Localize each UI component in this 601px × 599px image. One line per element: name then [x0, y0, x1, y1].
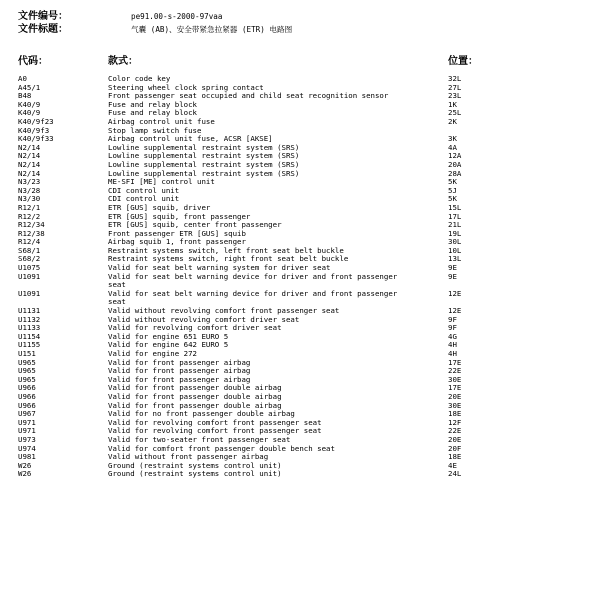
- row-description: Ground (restraint systems control unit): [108, 460, 282, 470]
- header-code: 代码：: [18, 56, 48, 67]
- row-code: N3/30: [18, 194, 41, 204]
- row-code: R12/1: [18, 202, 41, 212]
- row-position: 1K: [448, 99, 457, 109]
- doc-number-value: pe91.00-s-2000-97vaa: [131, 12, 223, 21]
- row-position: 17E: [448, 357, 462, 367]
- row-description: Valid without revolving comfort front passenger seat: [108, 306, 340, 316]
- row-code: U1154: [18, 331, 41, 341]
- row-description: Restraint systems switch, right front seat belt buckle: [108, 254, 349, 264]
- table-row: [18, 221, 588, 230]
- table-row: [18, 316, 588, 325]
- row-description: ME-SFI [ME] control unit: [108, 177, 215, 187]
- row-position: 19L: [448, 228, 462, 238]
- row-description: Valid for engine 272: [108, 349, 197, 358]
- row-code: A45/1: [18, 82, 41, 92]
- doc-title-row: [18, 24, 578, 36]
- row-description: Valid for front passenger double airbag: [108, 391, 282, 401]
- table-row: [18, 118, 588, 127]
- table-row: [18, 152, 588, 161]
- row-description: Valid for seat belt warning system for driver seat: [108, 263, 331, 273]
- row-description: ETR [GUS] squib, driver: [108, 202, 211, 212]
- row-description: Lowline supplemental restraint system (SRS): [108, 168, 300, 178]
- row-code: U971: [18, 417, 36, 427]
- row-description: Valid for revolving comfort front passenger seat: [108, 426, 322, 436]
- row-position: 5K: [448, 194, 457, 204]
- table-row: [18, 101, 588, 110]
- row-code: U971: [18, 426, 36, 436]
- table-row: [18, 445, 588, 454]
- header-description: 款式：: [108, 56, 138, 67]
- row-position: 30E: [448, 374, 462, 384]
- row-code: U965: [18, 374, 36, 384]
- row-position: 9E: [448, 271, 457, 281]
- row-description: Airbag control unit fuse: [108, 116, 215, 126]
- row-description: Steering wheel clock spring contact: [108, 82, 264, 92]
- doc-number-label: 文件编号：: [18, 11, 68, 22]
- row-code: U965: [18, 357, 36, 367]
- table-row: [18, 178, 588, 187]
- row-code: B48: [18, 91, 32, 101]
- row-description: Valid for seat belt warning device for driver and front passenger seat: [108, 288, 398, 307]
- table-row: [18, 393, 588, 402]
- row-code: U1091: [18, 271, 41, 281]
- row-position: 22E: [448, 366, 462, 376]
- row-code: U1133: [18, 323, 41, 333]
- table-row: [18, 367, 588, 376]
- row-code: W26: [18, 460, 32, 470]
- row-description: Valid for no front passenger double airbag: [108, 409, 295, 419]
- row-position: 3K: [448, 134, 457, 144]
- row-code: U1091: [18, 288, 41, 298]
- row-description: Valid for two-seater front passenger seat: [108, 434, 291, 444]
- row-position: 25L: [448, 108, 462, 118]
- row-code: K40/9f23: [18, 116, 54, 126]
- table-row: [18, 341, 588, 350]
- row-description: Airbag squib 1, front passenger: [108, 237, 246, 247]
- table-row: [18, 230, 588, 239]
- header-position: 位置：: [448, 56, 478, 67]
- table-row: [18, 135, 588, 144]
- row-description: Airbag control unit fuse, ACSR [AKSE]: [108, 134, 273, 144]
- row-code: U974: [18, 443, 36, 453]
- row-description: Lowline supplemental restraint system (SRS): [108, 142, 300, 152]
- row-description: Valid for front passenger double airbag: [108, 400, 282, 410]
- row-position: 4H: [448, 340, 457, 350]
- row-code: K40/9: [18, 108, 41, 118]
- row-position: 22E: [448, 426, 462, 436]
- row-position: 9E: [448, 263, 457, 273]
- row-code: K40/9: [18, 99, 41, 109]
- row-code: U981: [18, 452, 36, 462]
- row-description: Valid without revolving comfort driver seat: [108, 314, 300, 324]
- row-position: 5K: [448, 177, 457, 187]
- table-row: [18, 333, 588, 342]
- row-code: U967: [18, 409, 36, 419]
- row-code: U151: [18, 349, 36, 358]
- row-position: 2K: [448, 116, 457, 126]
- row-code: K40/9f33: [18, 134, 54, 144]
- row-description: Valid for comfort front passenger double bench seat: [108, 443, 335, 453]
- row-description: Valid for engine 642 EURO 5: [108, 340, 229, 350]
- row-position: 30E: [448, 400, 462, 410]
- row-position: 18E: [448, 452, 462, 462]
- row-description: CDI control unit: [108, 194, 180, 204]
- row-code: U973: [18, 434, 36, 444]
- table-row: [18, 161, 588, 170]
- row-position: 18E: [448, 409, 462, 419]
- table-row: [18, 144, 588, 153]
- row-position: 24L: [448, 469, 462, 479]
- row-position: 12A: [448, 151, 462, 161]
- table-row: [18, 402, 588, 411]
- row-description: Fuse and relay block: [108, 108, 197, 118]
- table-row: [18, 384, 588, 393]
- row-code: U966: [18, 391, 36, 401]
- row-position: 23L: [448, 91, 462, 101]
- row-position: 20F: [448, 443, 462, 453]
- row-position: 12E: [448, 288, 462, 298]
- row-description: Valid for revolving comfort front passenger seat: [108, 417, 322, 427]
- row-code: U1131: [18, 306, 41, 316]
- row-code: N2/14: [18, 151, 41, 161]
- row-position: 12E: [448, 306, 462, 316]
- row-code: U1132: [18, 314, 41, 324]
- doc-number-row: [18, 11, 578, 23]
- table-row: [18, 213, 588, 222]
- row-position: 17E: [448, 383, 462, 393]
- table-row: [18, 427, 588, 436]
- table-row: [18, 453, 588, 462]
- row-description: Ground (restraint systems control unit): [108, 469, 282, 479]
- table-row: [18, 127, 588, 136]
- row-code: K40/9f3: [18, 125, 50, 135]
- row-position: 9F: [448, 314, 457, 324]
- row-code: U1155: [18, 340, 41, 350]
- row-position: 20E: [448, 391, 462, 401]
- row-code: R12/34: [18, 220, 45, 230]
- table-row: [18, 204, 588, 213]
- row-code: R12/2: [18, 211, 41, 221]
- row-code: N3/23: [18, 177, 41, 187]
- row-description: Valid for front passenger airbag: [108, 366, 251, 376]
- row-position: 21L: [448, 220, 462, 230]
- row-code: U965: [18, 366, 36, 376]
- table-row: [18, 462, 588, 471]
- table-row: [18, 195, 588, 204]
- row-position: 17L: [448, 211, 462, 221]
- row-code: N2/14: [18, 159, 41, 169]
- row-code: S68/2: [18, 254, 41, 264]
- row-position: 12F: [448, 417, 462, 427]
- table-row: [18, 273, 588, 290]
- row-description: Front passenger seat occupied and child seat recognition sensor: [108, 91, 389, 101]
- row-description: Valid without front passenger airbag: [108, 452, 269, 462]
- row-description: CDI control unit: [108, 185, 180, 195]
- row-description: Valid for front passenger airbag: [108, 374, 251, 384]
- doc-title-value: 气囊 (AB)、安全带紧急拉紧器 (ETR) 电路图: [131, 25, 293, 34]
- row-description: Restraint systems switch, left front seat belt buckle: [108, 245, 344, 255]
- row-description: Front passenger ETR [GUS] squib: [108, 228, 246, 238]
- row-code: N3/28: [18, 185, 41, 195]
- row-description: ETR [GUS] squib, front passenger: [108, 211, 251, 221]
- row-description: Lowline supplemental restraint system (SRS): [108, 151, 300, 161]
- table-row: [18, 290, 588, 307]
- row-description: Valid for engine 651 EURO 5: [108, 331, 229, 341]
- row-code: S68/1: [18, 245, 41, 255]
- row-position: 4G: [448, 331, 457, 341]
- table-row: [18, 307, 588, 316]
- row-position: 4E: [448, 460, 457, 470]
- row-description: Valid for front passenger double airbag: [108, 383, 282, 393]
- row-description: Fuse and relay block: [108, 99, 197, 109]
- row-description: Color code key: [108, 74, 171, 83]
- row-position: 4H: [448, 349, 457, 358]
- table-header: [18, 55, 588, 68]
- row-position: 20E: [448, 434, 462, 444]
- row-position: 32L: [448, 74, 462, 83]
- table-row: [18, 350, 588, 359]
- doc-title-label: 文件标题：: [18, 24, 68, 35]
- table-row: [18, 109, 588, 118]
- row-code: N2/14: [18, 168, 41, 178]
- row-description: Stop lamp switch fuse: [108, 125, 202, 135]
- row-code: R12/38: [18, 228, 45, 238]
- row-description: Valid for front passenger airbag: [108, 357, 251, 367]
- row-position: 27L: [448, 82, 462, 92]
- table-row: [18, 75, 588, 84]
- row-code: U966: [18, 400, 36, 410]
- row-description: Valid for seat belt warning device for driver and front passenger seat: [108, 271, 398, 290]
- row-code: R12/4: [18, 237, 41, 247]
- table-row: [18, 187, 588, 196]
- row-code: U966: [18, 383, 36, 393]
- row-position: 9F: [448, 323, 457, 333]
- row-position: 5J: [448, 185, 457, 195]
- row-code: N2/14: [18, 142, 41, 152]
- row-code: W26: [18, 469, 32, 479]
- row-position: 4A: [448, 142, 457, 152]
- row-position: 13L: [448, 254, 462, 264]
- row-position: 30L: [448, 237, 462, 247]
- table-row: [18, 92, 588, 101]
- table-row: [18, 376, 588, 385]
- table-row: [18, 170, 588, 179]
- row-code: U1075: [18, 263, 41, 273]
- row-position: 10L: [448, 245, 462, 255]
- row-position: 20A: [448, 159, 462, 169]
- row-description: Lowline supplemental restraint system (SRS): [108, 159, 300, 169]
- row-position: 15L: [448, 202, 462, 212]
- row-description: ETR [GUS] squib, center front passenger: [108, 220, 282, 230]
- row-position: 28A: [448, 168, 462, 178]
- row-description: Valid for revolving comfort driver seat: [108, 323, 282, 333]
- row-code: A0: [18, 74, 27, 83]
- component-list: [18, 75, 588, 479]
- table-row: [18, 359, 588, 368]
- table-row: [18, 324, 588, 333]
- table-row: [18, 470, 588, 479]
